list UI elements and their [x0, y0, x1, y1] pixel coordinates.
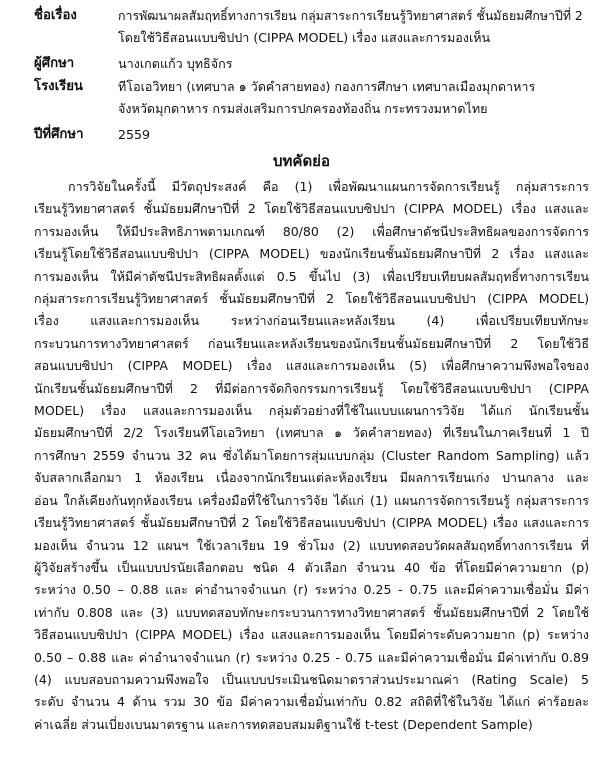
abstract-line: เรื่อง แสงและการมองเห็น ระหว่างก่อนเรียนและหลังเรียน (4) เพื่อเปรียบเทียบทักษะ	[34, 313, 589, 329]
abstract-line: ค่าเฉลี่ย ส่วนเบี่ยงเบนมาตรฐาน และการทดสอบสมมติฐานใช้ t-test (Dependent Sample)	[34, 716, 533, 732]
abstract-line: วิธีสอนแบบซิปปา (CIPPA MODEL) เรื่อง แสงและการมองเห็น โดยมีค่าระดับความยาก (p) ระหว่าง	[34, 627, 589, 643]
title-label: ชื่อเรื่อง	[34, 8, 77, 23]
title-line: การพัฒนาผลสัมฤทธิ์ทางการเรียน กลุ่มสาระการเรียนรู้วิทยาศาสตร์ ชั้นมัธยมศึกษาปีที่ 2	[118, 8, 583, 23]
abstract-line: กระบวนการทางวิทยาศาสตร์ ก่อนเรียนและหลังเรียนของนักเรียนชั้นมัธยมศึกษาปีที่ 2 โดยใช้วิธี	[34, 335, 589, 351]
title-value	[118, 5, 588, 49]
abstract-line: เรียนรู้วิทยาศาสตร์ ชั้นมัธยมศึกษาปีที่ 2 โดยใช้วิธีสอนแบบซิปปา (CIPPA MODEL) เรื่อง แสงและการ	[34, 515, 589, 531]
abstract-line: กลุ่มสาระการเรียนรู้วิทยาศาสตร์ ชั้นมัธยมศึกษาปีที่ 2 โดยใช้วิธีสอนแบบซิปปา (CIPPA MODEL)	[34, 291, 589, 307]
abstract-line: ผู้วิจัยสร้างขึ้น เป็นแบบปรนัยเลือกตอบ ชนิด 4 ตัวเลือก จำนวน 40 ข้อ ที่โดยมีค่าความยาก (p)	[34, 559, 589, 575]
abstract-line: มัธยมศึกษาปีที่ 2/2 โรงเรียนทีโอเอวิทยา (เทศบาล ๑ วัดคำสายทอง) ที่เรียนในภาคเรียนที่ 1 ปี	[34, 425, 589, 441]
study-year: 2559	[118, 127, 151, 142]
abstract-line: มองเห็น จำนวน 12 แผนฯ ใช้เวลาเรียน 19 ชั่วโมง (2) แบบทดสอบวัดผลสัมฤทธิ์ทางการเรียน ที่	[34, 537, 589, 553]
year-label: ปีที่ศึกษา	[34, 127, 84, 142]
school-line: จังหวัดมุกดาหาร กรมส่งเสริมการปกครองท้องถิ่น กระทรวงมหาดไทย	[118, 101, 488, 116]
researcher-name: นางเกตแก้ว บุทธิจักร	[118, 56, 233, 71]
abstract-line: ระหว่าง 0.50 – 0.88 และ ค่าอำนาจจำแนก (r) ระหว่าง 0.25 - 0.75 และมีค่าความเชื่อมั่น มีค่า	[34, 582, 589, 598]
abstract-line: เรียนรู้วิทยาศาสตร์ ชั้นมัธยมศึกษาปีที่ 2 โดยใช้วิธีสอนแบบซิปปา (CIPPA MODEL) เรื่อง แสงและ	[34, 201, 589, 217]
researcher-label: ผู้ศึกษา	[34, 56, 75, 71]
title-line: โดยใช้วิธีสอนแบบซิปปา (CIPPA MODEL) เรื่อง แสงและการมองเห็น	[118, 30, 491, 45]
abstract-line: เท่ากับ 0.808 และ (3) แบบทดสอบทักษะกระบวนการทางวิทยาศาสตร์ ชั้นมัธยมศึกษาปีที่ 2 โดยใช้	[34, 604, 589, 620]
abstract-heading: บทคัดย่อ	[273, 152, 330, 170]
abstract-line: MODEL) เรื่อง แสงและการมองเห็น กลุ่มตัวอย่างที่ใช้ในแบบแผนการวิจัย ได้แก่ นักเรียนชั้น	[34, 403, 589, 419]
abstract-line: เรียนรู้โดยใช้วิธีสอนแบบซิปปา (CIPPA MODEL) ของนักเรียนชั้นมัธยมศึกษาปีที่ 2 เรื่อง แสงและ	[34, 246, 589, 262]
abstract-line: สอนแบบซิปปา (CIPPA MODEL) เรื่อง แสงและการมองเห็น (5) เพื่อศึกษาความพึงพอใจของ	[34, 358, 589, 374]
abstract-line: (4) แบบสอบถามความพึงพอใจ เป็นแบบประเมินชนิดมาตราส่วนประมาณค่า (Rating Scale) 5	[34, 671, 589, 687]
abstract-line: นักเรียนชั้นมัธยมศึกษาปีที่ 2 ที่มีต่อการจัดกิจกรรมการเรียนรู้ โดยใช้วิธีสอนแบบซิปปา (CIPPA	[34, 380, 589, 396]
researcher-value	[118, 53, 588, 75]
abstract-line: 0.50 – 0.88 และ ค่าอำนาจจำแนก (r) ระหว่าง 0.25 - 0.75 และมีค่าความเชื่อมั่น มีค่าเท่ากับ 0.89	[34, 649, 589, 665]
abstract-line: การมองเห็น ให้มีประสิทธิภาพตามเกณฑ์ 80/80 (2) เพื่อศึกษาดัชนีประสิทธิผลของการจัดการ	[34, 223, 589, 239]
school-value	[118, 76, 588, 120]
abstract-line: อ่อน ใกล้เคียงกันทุกห้องเรียน เครื่องมือที่ใช้ในการวิจัย ได้แก่ (1) แผนการจัดการเรียนรู้ กลุ่มสาระการ	[34, 492, 589, 508]
abstract-line: ระดับ จำนวน 4 ด้าน รวม 30 ข้อ มีค่าความเชื่อมั่นเท่ากับ 0.82 สถิติที่ใช้ในวิจัย ได้แก่ ค่าร้อยละ	[34, 694, 589, 710]
school-line: ทีโอเอวิทยา (เทศบาล ๑ วัดคำสายทอง) กองการศึกษา เทศบาลเมืองมุกดาหาร	[118, 79, 536, 94]
abstract-line: การมองเห็น ให้มีค่าดัชนีประสิทธิผลตั้งแต่ 0.5 ขึ้นไป (3) เพื่อเปรียบเทียบผลสัมฤทธิ์ทางการเรียน	[34, 268, 589, 284]
school-label: โรงเรียน	[34, 79, 83, 94]
abstract-line: จับสลากเลือกมา 1 ห้องเรียน เนื่องจากนักเรียนแต่ละห้องเรียน มีผลการเรียนเก่ง ปานกลาง และ	[34, 470, 589, 486]
abstract-line: การวิจัยในครั้งนี้ มีวัตถุประสงค์ คือ (1) เพื่อพัฒนาแผนการจัดการเรียนรู้ กลุ่มสาระการ	[68, 179, 589, 194]
abstract-body	[34, 176, 589, 736]
abstract-line: การศึกษา 2559 จำนวน 32 คน ซึ่งได้มาโดยการสุ่มแบบกลุ่ม (Cluster Random Sampling) แล้ว	[34, 447, 589, 463]
year-value	[118, 124, 588, 146]
